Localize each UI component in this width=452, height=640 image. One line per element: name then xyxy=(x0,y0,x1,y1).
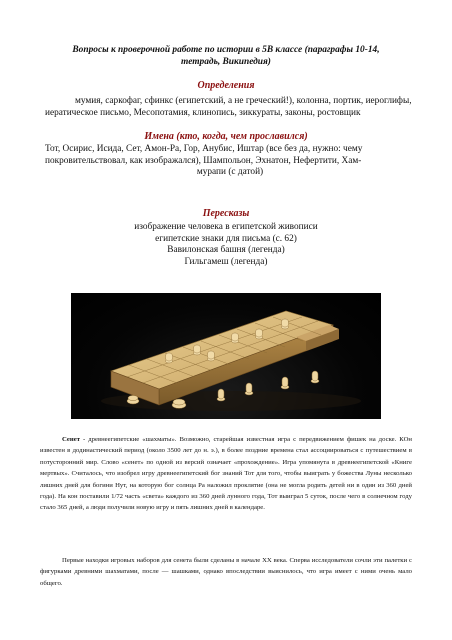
document-title xyxy=(40,44,412,68)
title-line-2: тетрадь, Википедия) xyxy=(181,57,271,67)
names-text-end: мурапи (с датой) xyxy=(196,167,264,177)
senet-paragraph-2: Первые находки игровых наборов для сенета были сделаны в начале XX века. Сперва исследователи сочли эти палетки с фигурками древними шахматами, после — шашками, однако впоследствии выяснилось, что игра имеет с ними очень мало общего. xyxy=(40,557,412,587)
retellings-list xyxy=(40,222,412,268)
senet-board-photo xyxy=(71,293,381,419)
names-text-main: Тот, Осирис, Исида, Сет, Амон-Ра, Гор, Анубис, Иштар (все без да, нужно: чему покровительствовал, как изображался), Шампольон, Эхнатон, Нефертити, Хам- xyxy=(45,144,363,166)
retelling-item: египетские знаки для письма (с. 62) xyxy=(155,233,297,244)
definitions-text: мумия, саркофаг, сфинкс (египетский, а не греческий!), колонна, портик, иероглифы, иератическое письмо, Месопотамия, клинопись, зиккураты, законы, ростовщик xyxy=(45,96,412,118)
senet-paragraph-1: - древнеегипетские «шахматы». Возможно, старейшая известная игра с передвижением фишек на доске. КОн известен в додинастический период (около 3500 лет до н. э.), в более поздние времена стал ассоциироваться с путешествием в потусторонний мир. Слово «сенет» по одной из версий означает «прохождение». Игра упомянута в древнеегипетской «Книге мертвых». Считалось, что изобрел игру древнеегипетский бог знаний Тот для того, чтобы выиграть у божества Луны несколько лишних дней для богини Нут, на которую бог солнца Ра наложил проклятие (она не могла родить детей ни в один из 360 дней года). На кон поставили 1/72 часть «света» каждого из 360 дней лунного года, Тот выиграл 5 суток, после чего в солнечном году стало 365 дней, а люди получили новую игру и пять лишних дней в календаре. xyxy=(40,436,412,512)
definitions-heading: Определения xyxy=(197,80,255,91)
retelling-item: Вавилонская башня (легенда) xyxy=(167,245,285,255)
title-line-1: Вопросы к проверочной работе по истории в 5В классе (параграфы 10-14, xyxy=(72,45,380,55)
names-heading: Имена (кто, когда, чем прославился) xyxy=(144,131,308,142)
names-text xyxy=(45,144,415,179)
retelling-item: Гильгамеш (легенда) xyxy=(184,256,268,267)
senet-board-illustration xyxy=(71,293,381,419)
senet-term: Сенет xyxy=(62,436,80,443)
senet-description xyxy=(40,434,412,514)
retelling-item: изображение человека в египетской живописи xyxy=(134,222,318,232)
retellings-heading: Пересказы xyxy=(202,208,250,219)
